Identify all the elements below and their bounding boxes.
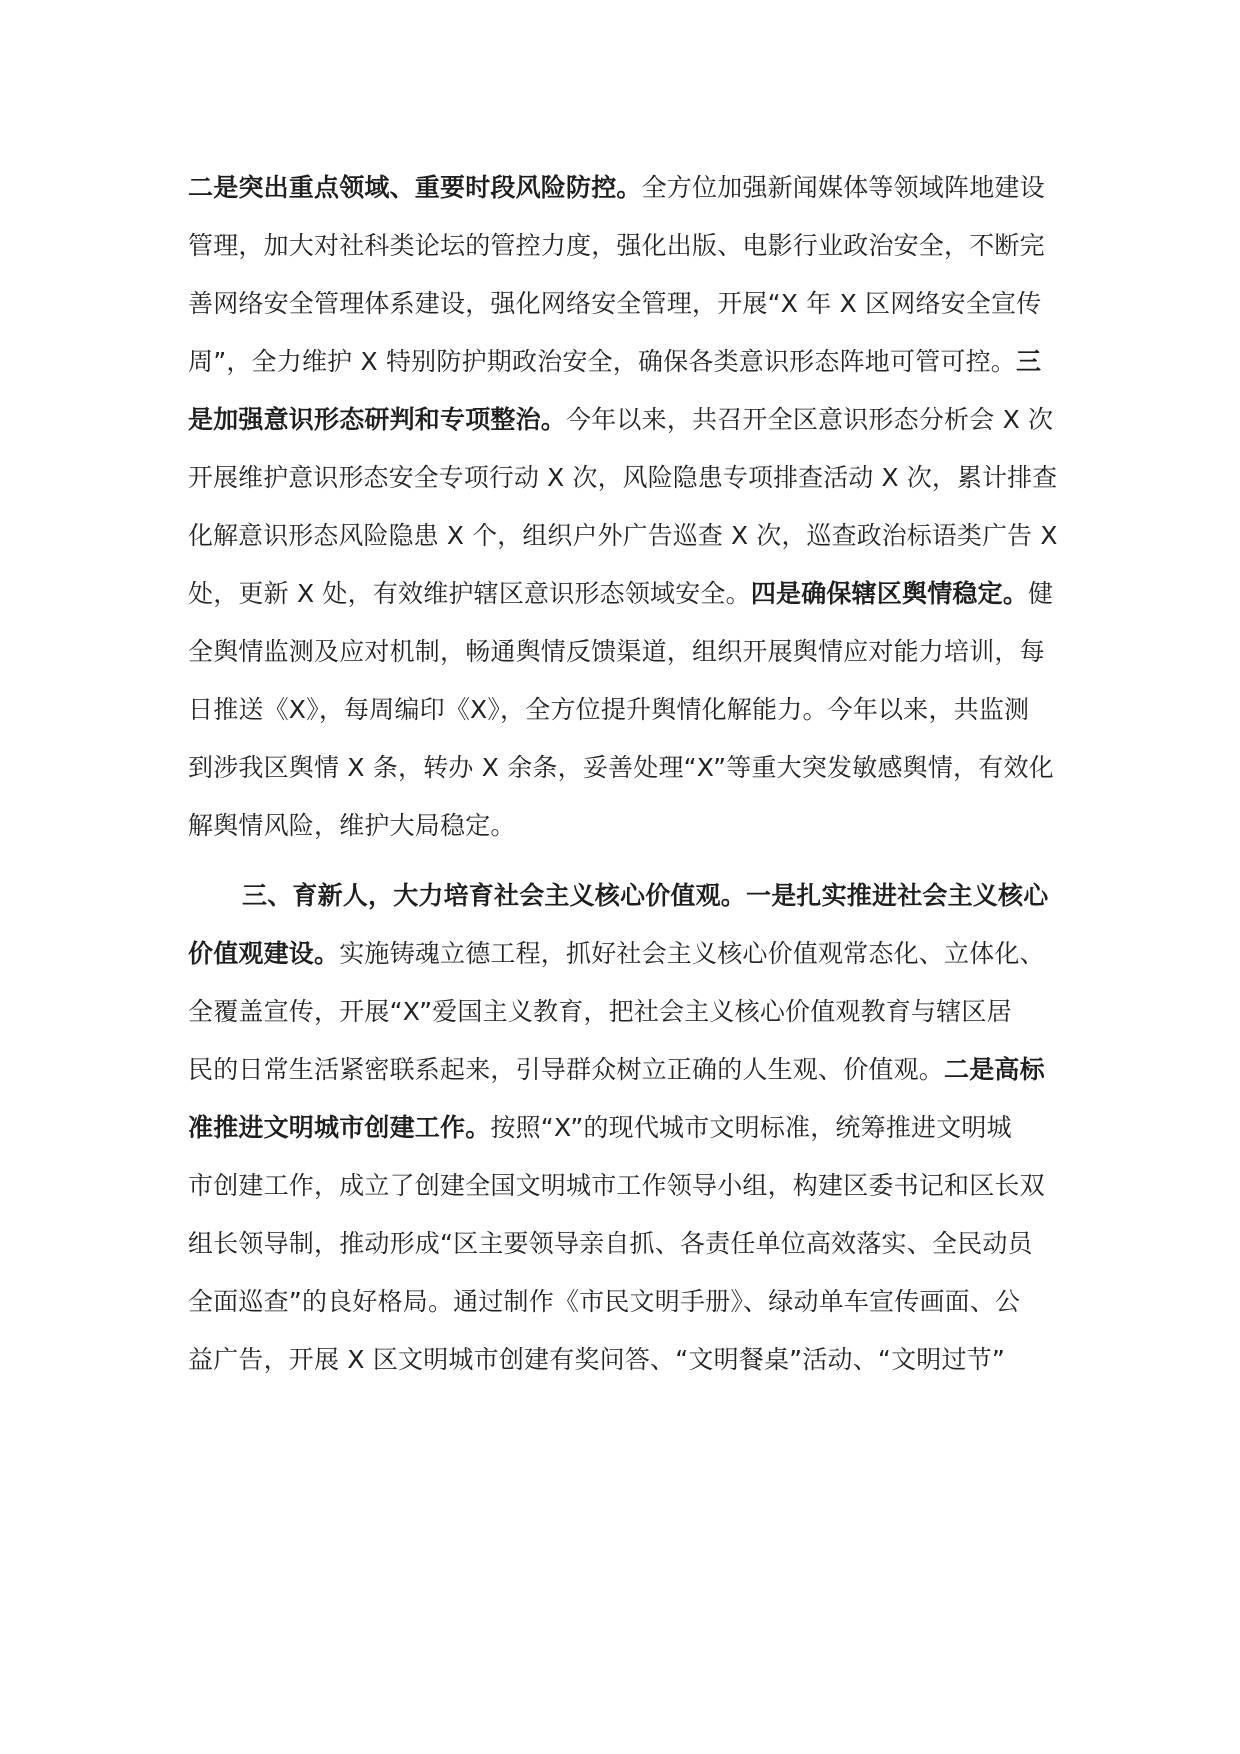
text-segment: 全面巡查”的良好格局。通过制作《市民文明手册》、绿动单车宣传画面、公 <box>188 1287 1021 1316</box>
text-line <box>188 992 1058 1032</box>
text-segment: 益广告，开展 X 区文明城市创建有奖问答、“文明餐桌”活动、“文明过节” <box>188 1345 1006 1374</box>
text-segment: 开展维护意识形态安全专项行动 X 次，风险隐患专项排查活动 X 次，累计排查 <box>188 463 1058 492</box>
bold-text-segment: 三 <box>1015 347 1042 376</box>
text-line <box>188 1340 1058 1380</box>
text-segment: 处，更新 X 处，有效维护辖区意识形态领域安全。 <box>188 579 751 608</box>
text-line <box>188 876 1058 916</box>
text-segment: 组长领导制，推动形成“区主要领导亲自抓、各责任单位高效落实、全民动员 <box>188 1229 1033 1258</box>
text-segment: 解舆情风险，维护大局稳定。 <box>188 811 516 840</box>
text-segment: 全方位加强新闻媒体等领域阵地建设 <box>641 173 1045 202</box>
text-line <box>188 342 1058 382</box>
text-segment: 全覆盖宣传，开展“X”爱国主义教育，把社会主义核心价值观教育与辖区居 <box>188 997 1012 1026</box>
text-line <box>188 1224 1058 1264</box>
text-segment: 按照“X”的现代城市文明标准，统筹推进文明城 <box>490 1113 1012 1142</box>
text-segment: 周”，全力维护 X 特别防护期政治安全，确保各类意识形态阵地可管可控。 <box>188 347 1016 376</box>
text-segment: 到涉我区舆情 X 条，转办 X 余条，妥善处理“X”等重大突发敏感舆情，有效化 <box>188 753 1054 782</box>
text-segment: 实施铸魂立德工程，抓好社会主义核心价值观常态化、立体化、 <box>339 939 1045 968</box>
bold-text-segment: 二是高标 <box>944 1055 1045 1084</box>
text-line <box>188 168 1058 208</box>
text-line <box>188 690 1058 730</box>
text-line <box>188 934 1058 974</box>
bold-text-segment: 二是突出重点领域、重要时段风险防控。 <box>188 173 642 202</box>
bold-text-segment: 准推进文明城市创建工作。 <box>188 1113 491 1142</box>
bold-text-segment: 三、育新人，大力培育社会主义核心价值观。一是扎实推进社会主义核心 <box>242 881 1049 910</box>
text-line <box>188 1282 1058 1322</box>
bold-text-segment: 是加强意识形态研判和专项整治。 <box>188 405 567 434</box>
text-line <box>188 284 1058 324</box>
text-line <box>188 1050 1058 1090</box>
text-line <box>188 226 1058 266</box>
text-line <box>188 632 1058 672</box>
text-line <box>188 1166 1058 1206</box>
bold-text-segment: 价值观建设。 <box>188 939 340 968</box>
text-segment: 日推送《X》，每周编印《X》，全方位提升舆情化解能力。今年以来，共监测 <box>188 695 1030 724</box>
text-segment: 化解意识形态风险隐患 X 个，组织户外广告巡查 X 次，巡查政治标语类广告 X <box>188 521 1058 550</box>
text-line <box>188 400 1058 440</box>
text-segment: 民的日常生活紧密联系起来，引导群众树立正确的人生观、价值观。 <box>188 1055 945 1084</box>
bold-text-segment: 四是确保辖区舆情稳定。 <box>750 579 1029 608</box>
text-line <box>188 458 1058 498</box>
text-segment: 善网络安全管理体系建设，强化网络安全管理，开展“X 年 X 区网络安全宣传 <box>188 289 1042 318</box>
text-segment: 全舆情监测及应对机制，畅通舆情反馈渠道，组织开展舆情应对能力培训，每 <box>188 637 1045 666</box>
text-line <box>188 1108 1058 1148</box>
text-line <box>188 806 1058 846</box>
text-segment: 健 <box>1028 579 1054 608</box>
text-line <box>188 574 1058 614</box>
text-segment: 市创建工作，成立了创建全国文明城市工作领导小组，构建区委书记和区长双 <box>188 1171 1045 1200</box>
text-segment: 管理，加大对社科类论坛的管控力度，强化出版、电影行业政治安全，不断完 <box>188 231 1045 260</box>
text-line <box>188 516 1058 556</box>
text-line <box>188 748 1058 788</box>
text-segment: 今年以来，共召开全区意识形态分析会 X 次 <box>566 405 1054 434</box>
